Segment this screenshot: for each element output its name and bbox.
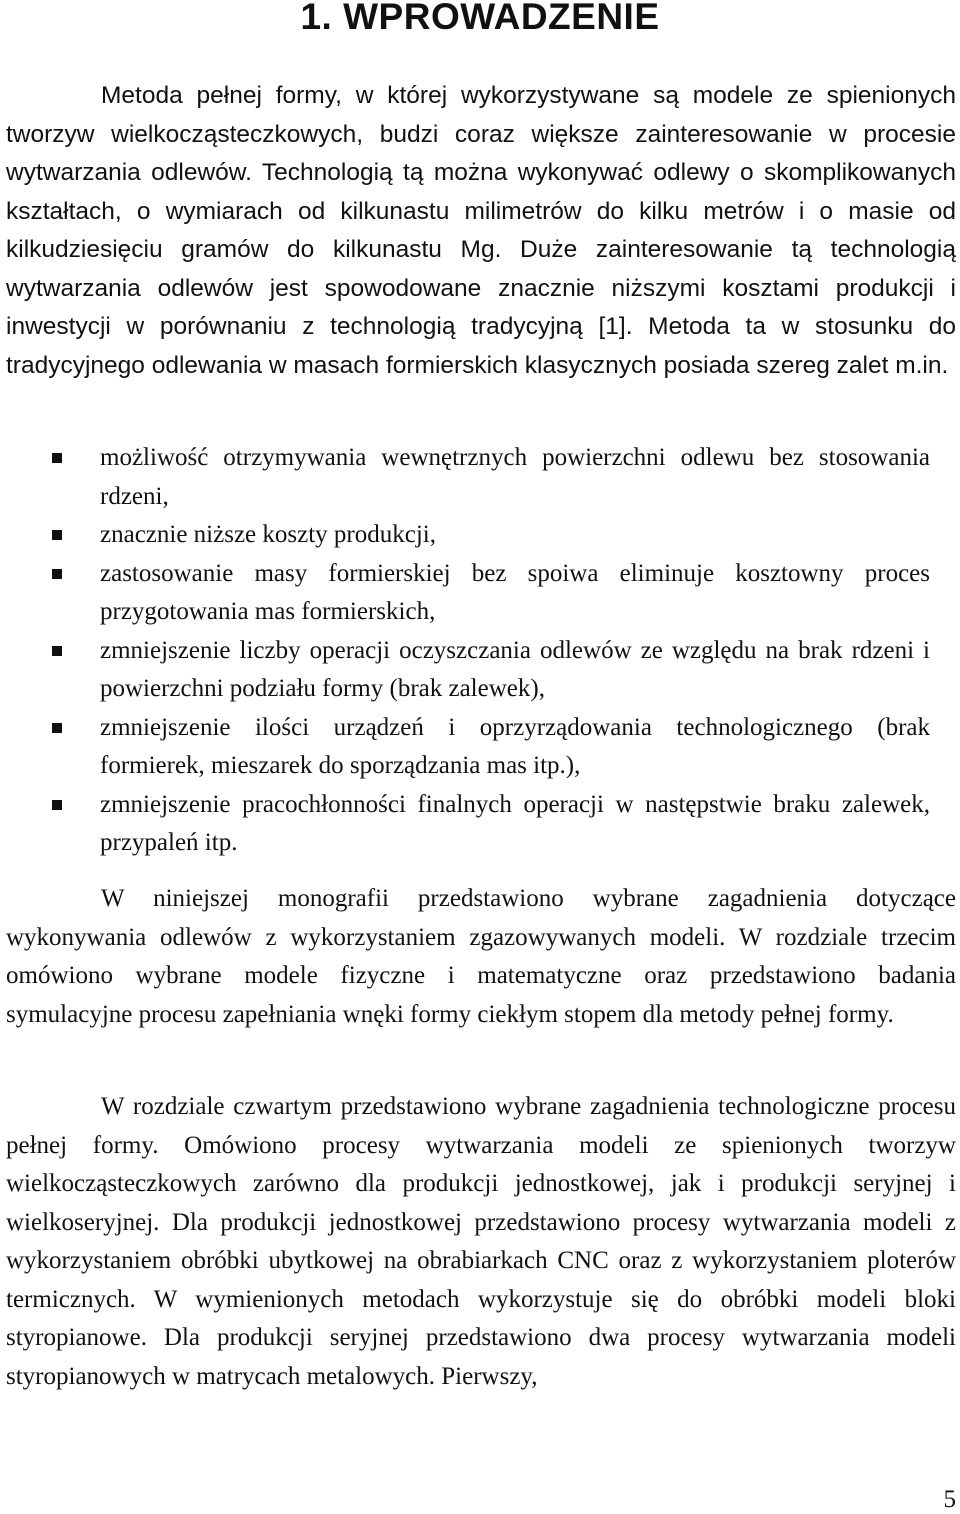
square-bullet-icon <box>52 453 62 463</box>
list-item <box>0 555 960 632</box>
list-item-text: zmniejszenie ilości urządzeń i oprzyrządowania technologicznego (brak formierek, mieszarek do sporządzania mas itp.), <box>100 713 930 779</box>
square-bullet-icon <box>52 530 62 540</box>
list-item <box>0 786 960 863</box>
monograph-paragraph: W niniejszej monografii przedstawiono wybrane zagadnienia dotyczące wykonywania odlewów z wykorzystaniem zgazowywanych modeli. W rozdziale trzecim omówiono wybrane modele fizyczne i matematyczne oraz przedstawiono badania symulacyjne procesu zapełniania wnęki formy ciekłym stopem dla metody pełnej formy. <box>6 885 956 1028</box>
list-item-text: zastosowanie masy formierskiej bez spoiwa eliminuje kosztowny proces przygotowania mas formierskich, <box>100 559 930 625</box>
advantages-list <box>0 439 960 863</box>
square-bullet-icon <box>52 569 62 579</box>
list-item <box>0 709 960 786</box>
square-bullet-icon <box>52 800 62 810</box>
square-bullet-icon <box>52 646 62 656</box>
list-item-text: możliwość otrzymywania wewnętrznych powierzchni odlewu bez stosowania rdzeni, <box>100 444 930 510</box>
square-bullet-icon <box>52 723 62 733</box>
intro-paragraph: Metoda pełnej formy, w której wykorzystywane są modele ze spienionych tworzyw wielkocząsteczkowych, budzi coraz większe zainteresowanie w procesie wytwarzania odlewów. Technologią tą można wykonywać odlewy o skomplikowanych kształtach, o wymiarach od kilkunastu milimetrów do kilku metrów i o masie od kilkudziesięciu gramów do kilkunastu Mg. Duże zainteresowanie tą technologią wytwarzania odlewów jest spowodowane znacznie niższymi kosztami produkcji i inwestycji w porównaniu z technologią tradycyjną [1]. Metoda ta w stosunku do tradycyjnego odlewania w masach formierskich klasycznych posiada szereg zalet m.in. <box>6 82 956 379</box>
chapter-four-paragraph: W rozdziale czwartym przedstawiono wybrane zagadnienia technologiczne procesu pełnej formy. Omówiono procesy wytwarzania modeli ze spienionych tworzyw wielkocząsteczkowych zarówno dla produkcji jednostkowej, jak i produkcji seryjnej i wielkoseryjnej. Dla produkcji jednostkowej przedstawiono procesy wytwarzania modeli z wykorzystaniem obróbki ubytkowej na obrabiarkach CNC oraz z wykorzystaniem ploterów termicznych. W wymienionych metodach wykorzystuje się do obróbki modeli bloki styropianowe. Dla produkcji seryjnej przedstawiono dwa procesy wytwarzania modeli styropianowych w matrycach metalowych. Pierwszy, <box>6 1093 956 1390</box>
chapter-title: 1. WPROWADZENIE <box>300 0 660 37</box>
page-number: 5 <box>943 1486 956 1513</box>
list-item-text: znacznie niższe koszty produkcji, <box>100 521 436 548</box>
list-item <box>0 632 960 709</box>
list-item-text: zmniejszenie pracochłonności finalnych operacji w następstwie braku zalewek, przypaleń itp. <box>100 790 930 856</box>
list-item <box>0 516 960 555</box>
list-item-text: zmniejszenie liczby operacji oczyszczania odlewów ze względu na brak rdzeni i powierzchni podziału formy (brak zalewek), <box>100 636 930 702</box>
list-item <box>0 439 960 516</box>
